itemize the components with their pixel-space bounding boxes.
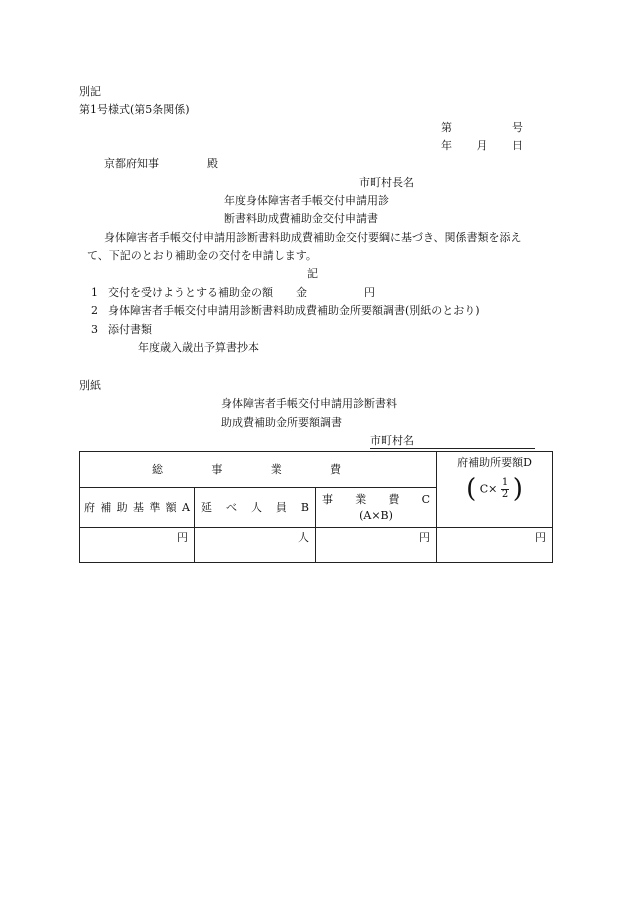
number-go: 号 <box>512 121 523 134</box>
item-3-number: 3 <box>91 323 98 336</box>
col-a-char: 助 <box>116 501 128 514</box>
item-1-yen: 円 <box>364 286 375 299</box>
item-3-attachment: 年度歳入歳出予算書抄本 <box>138 341 259 354</box>
formula-c: C× <box>479 482 498 496</box>
col-a-letter: A <box>181 501 190 514</box>
date-month: 月 <box>476 139 488 152</box>
pref-required-header <box>437 452 553 528</box>
unit-person: 人 <box>298 531 309 544</box>
municipality-label: 市町村名 <box>370 434 414 447</box>
col-a-char: 準 <box>149 501 161 514</box>
col-c-letter: C <box>421 493 431 506</box>
date-day: 日 <box>512 139 523 152</box>
formula-denominator: 2 <box>501 488 509 500</box>
total-cost-char: 業 <box>270 463 282 476</box>
col-c-char: 事 <box>322 493 333 506</box>
form-number: 第1号様式(第5条関係) <box>79 103 190 116</box>
col-c-char: 費 <box>388 493 400 506</box>
value-cell-b[interactable] <box>195 528 316 563</box>
unit-yen: 円 <box>177 531 188 544</box>
unit-yen: 円 <box>535 531 547 544</box>
item-2-number: 2 <box>91 304 98 317</box>
sheet-title-line1: 身体障害者手帳交付申請用診断書料 <box>221 397 397 410</box>
col-b-header <box>195 488 316 528</box>
document-title-line1: 年度身体障害者手帳交付申請用診 <box>224 194 389 207</box>
col-b-char: べ <box>225 501 237 514</box>
col-a-char: 基 <box>132 501 144 514</box>
addressee-governor: 京都府知事 <box>104 157 159 170</box>
sheet-label: 別紙 <box>79 379 101 392</box>
date-year: 年 <box>441 139 452 152</box>
col-b-letter: B <box>300 501 309 514</box>
item-1-text: 交付を受けようとする補助金の額 <box>108 286 273 299</box>
formula-numerator: 1 <box>501 477 509 488</box>
document-date <box>441 140 523 151</box>
item-2-text: 身体障害者手帳交付申請用診断書料助成費補助金所要額調書(別紙のとおり) <box>108 304 480 317</box>
formula-fraction <box>501 478 509 500</box>
col-b-char: 員 <box>275 501 287 514</box>
col-c-char: 業 <box>355 493 367 506</box>
item-1-number: 1 <box>91 286 98 299</box>
sheet-title-line2: 助成費補助金所要額調書 <box>221 416 342 429</box>
value-cell-a[interactable] <box>80 528 195 563</box>
addressee-tono: 殿 <box>207 157 218 170</box>
pref-required-formula: ( C× $\frac{1}{2}$ ) <box>466 474 523 504</box>
pref-required-label: 府補助所要額D <box>457 456 532 469</box>
body-text-line2: て、下記のとおり補助金の交付を申請します。 <box>87 249 317 262</box>
municipality-field <box>370 435 535 449</box>
col-a-header <box>80 488 195 528</box>
col-b-char: 人 <box>250 501 262 514</box>
total-cost-header <box>80 452 437 488</box>
col-c-header <box>316 488 437 528</box>
applicant-mayor: 市町村長名 <box>359 176 414 189</box>
appendix-label: 別記 <box>79 85 101 98</box>
total-cost-char: 総 <box>152 463 163 476</box>
ki-label: 記 <box>307 267 318 280</box>
value-cell-c[interactable] <box>316 528 437 563</box>
document-title-line2: 断書料助成費補助金交付申請書 <box>224 212 378 225</box>
document-number <box>441 122 523 133</box>
col-b-char: 延 <box>201 501 212 514</box>
body-text-line1: 身体障害者手帳交付申請用診断書料助成費補助金交付要綱に基づき、関係書類を添え <box>104 231 522 244</box>
number-dai: 第 <box>441 121 452 134</box>
item-3-text: 添付書類 <box>108 323 152 336</box>
col-a-char: 額 <box>165 501 177 514</box>
col-a-char: 補 <box>100 501 112 514</box>
item-1-kin: 金 <box>296 286 307 299</box>
total-cost-char: 費 <box>330 463 342 476</box>
col-a-char: 府 <box>84 501 95 514</box>
value-cell-d[interactable] <box>437 528 553 563</box>
col-c-formula: (A×B) <box>359 509 393 522</box>
total-cost-char: 事 <box>211 463 223 476</box>
unit-yen: 円 <box>419 531 431 544</box>
cost-table <box>79 451 553 563</box>
